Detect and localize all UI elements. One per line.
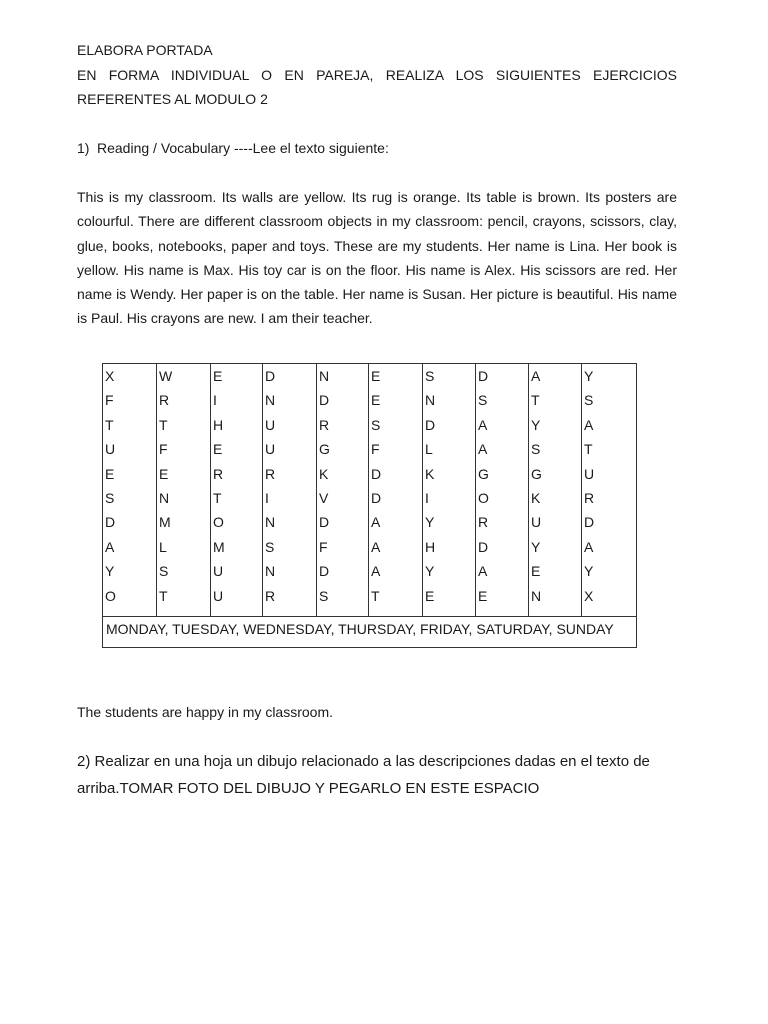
word-search-letter: R: [159, 392, 170, 409]
word-search-letter: A: [478, 441, 488, 458]
word-search-letter: D: [478, 538, 489, 555]
word-search-letter: A: [531, 368, 541, 384]
word-search-letter: L: [159, 538, 167, 555]
word-search-letter: I: [425, 489, 429, 506]
exercise-2-line-2: arriba.TOMAR FOTO DEL DIBUJO Y PEGARLO EN ESTE ESPACIO: [77, 780, 540, 797]
word-search-letter: Y: [105, 563, 115, 580]
word-search-letter: I: [265, 489, 269, 506]
word-search-letter: O: [105, 587, 116, 604]
word-search-letter: G: [319, 441, 330, 458]
word-search-letter: D: [371, 465, 382, 482]
word-search-letter: R: [265, 587, 276, 604]
word-search-letter: X: [584, 587, 594, 604]
word-search-letter: O: [478, 489, 489, 506]
word-search-column: [211, 364, 263, 616]
paragraph-line: is Paul. His crayons are new. I am their teacher.: [77, 310, 373, 327]
word-search-letter: Y: [531, 416, 541, 433]
word-search-letter: F: [105, 392, 114, 409]
word-search-letter: S: [478, 392, 488, 409]
word-search-column: [263, 364, 317, 616]
word-search-letter: S: [425, 368, 435, 384]
word-search-letter: O: [213, 514, 224, 531]
word-search-letter: Y: [584, 563, 594, 580]
word-search-letter: H: [213, 416, 224, 433]
word-search-letter: A: [371, 538, 381, 555]
word-search-letter: N: [319, 368, 330, 384]
word-search-letter: V: [319, 489, 329, 506]
word-search-letter: D: [319, 514, 330, 531]
exercise-2: [77, 748, 677, 802]
word-search-column: [529, 364, 582, 616]
word-search-letter: D: [371, 489, 382, 506]
word-search-letter: H: [425, 538, 436, 555]
word-search-letter: A: [478, 563, 488, 580]
word-search-letter: R: [478, 514, 489, 531]
word-search-letter: U: [213, 563, 224, 580]
word-search-letter: T: [159, 416, 168, 433]
word-search-column: [582, 364, 636, 616]
word-search-letter: A: [105, 538, 115, 555]
word-search-letter: R: [213, 465, 224, 482]
word-search-letter: D: [319, 563, 330, 580]
word-search-letter: A: [584, 538, 594, 555]
word-search-column: [103, 364, 157, 616]
word-search-letter: S: [371, 416, 381, 433]
word-search-column: [423, 364, 476, 616]
word-search-letter: Y: [425, 563, 435, 580]
word-search-letter: D: [105, 514, 116, 531]
word-search-letter: E: [371, 368, 381, 384]
reading-paragraph: [77, 185, 677, 331]
paragraph-line: name is Wendy. Her paper is on the table. Her name is Susan. Her picture is beautiful. His name: [77, 286, 677, 303]
word-search-letter: F: [159, 441, 168, 458]
header: [77, 38, 677, 112]
word-search-letter: F: [371, 441, 380, 458]
word-search-letter: F: [319, 538, 328, 555]
word-search-letter: N: [265, 392, 276, 409]
word-search-column: [157, 364, 211, 616]
word-search-letter: U: [531, 514, 542, 531]
word-search-letter: N: [159, 489, 170, 506]
word-search-letter: M: [159, 514, 171, 531]
word-search-letter: T: [371, 587, 380, 604]
word-search-letter: U: [265, 441, 276, 458]
word-search-letter: E: [478, 587, 488, 604]
word-search-letter: K: [531, 489, 541, 506]
document-title: ELABORA PORTADA: [77, 42, 213, 58]
word-search-letter: D: [265, 368, 276, 384]
word-search-letter: Y: [531, 538, 541, 555]
exercise-2-line-1: Realizar en una hoja un dibujo relacionado a las descripciones dadas en el texto de: [94, 753, 650, 770]
word-search-letter: S: [584, 392, 594, 409]
word-search-letter: E: [213, 441, 223, 458]
exercise-1-title: Reading / Vocabulary ----Lee el texto siguiente:: [97, 140, 389, 156]
word-search-letter: T: [159, 587, 168, 604]
paragraph-line: colourful. There are different classroom objects in my classroom: pencil, crayons, scissors, clay,: [77, 213, 677, 230]
word-search-letter: A: [371, 563, 381, 580]
word-search-letter: N: [265, 514, 276, 531]
word-list: MONDAY, TUESDAY, WEDNESDAY, THURSDAY, FRIDAY, SATURDAY, SUNDAY: [103, 616, 636, 647]
word-search-letter: L: [425, 441, 433, 458]
word-search-letter: E: [531, 563, 541, 580]
word-search-letter: N: [531, 587, 542, 604]
word-search-column: [317, 364, 369, 616]
word-search-letter: E: [371, 392, 381, 409]
word-search-letter: T: [105, 416, 114, 433]
word-search-letter: S: [105, 489, 115, 506]
word-search-letter: T: [584, 441, 593, 458]
word-search-letter: A: [371, 514, 381, 531]
paragraph-line: This is my classroom. Its walls are yellow. Its rug is orange. Its table is brown. Its posters are: [77, 189, 677, 205]
word-search-letter: R: [265, 465, 276, 482]
word-search-table: [102, 363, 637, 648]
word-search-letter: E: [425, 587, 435, 604]
exercise-1-heading: [77, 136, 677, 161]
word-search-letter: Y: [584, 368, 594, 384]
word-search-letter: U: [105, 441, 116, 458]
word-search-letter: T: [531, 392, 540, 409]
word-search-letter: S: [159, 563, 169, 580]
word-search-letter: Y: [425, 514, 435, 531]
word-search-letter: E: [105, 465, 115, 482]
word-search-letter: R: [584, 489, 595, 506]
word-search-letter: N: [265, 563, 276, 580]
word-search-letter: K: [425, 465, 435, 482]
word-search-letter: D: [478, 368, 489, 384]
word-search-letter: U: [213, 587, 224, 604]
word-search-letter: X: [105, 368, 115, 384]
word-search-letter: D: [319, 392, 330, 409]
word-search-letter: S: [531, 441, 541, 458]
word-search-column: [476, 364, 529, 616]
exercise-2-number: 2): [77, 753, 91, 770]
word-search-letter: E: [159, 465, 169, 482]
word-search-letter: D: [425, 416, 436, 433]
word-search-letter: T: [213, 489, 222, 506]
word-search-letter: R: [319, 416, 330, 433]
word-search-letter: I: [213, 392, 217, 409]
paragraph-line: yellow. His name is Max. His toy car is on the floor. His name is Alex. His scissors are red. Her: [77, 261, 677, 278]
instruction-line-1: EN FORMA INDIVIDUAL O EN PAREJA, REALIZA LOS SIGUIENTES EJERCICIOS: [77, 66, 677, 83]
closing-sentence-block: [77, 700, 677, 725]
word-search-letter: A: [478, 416, 488, 433]
word-search-letter: G: [531, 465, 542, 482]
word-search-letter: A: [584, 416, 594, 433]
word-search-letter: G: [478, 465, 489, 482]
instruction-line-2: REFERENTES AL MODULO 2: [77, 91, 268, 107]
word-search-letter: N: [425, 392, 436, 409]
word-search-letter: S: [265, 538, 275, 555]
word-search-letter: U: [265, 416, 276, 433]
word-search-letter: S: [319, 587, 329, 604]
word-search-letter: D: [584, 514, 595, 531]
word-search-letter: K: [319, 465, 329, 482]
word-search-grid: [103, 364, 636, 616]
word-search-column: [369, 364, 423, 616]
word-search-letter: M: [213, 538, 225, 555]
paragraph-line: glue, books, notebooks, paper and toys. These are my students. Her name is Lina. Her book is: [77, 237, 677, 254]
exercise-1-number: 1): [77, 140, 90, 156]
word-search-letter: E: [213, 368, 223, 384]
word-search-letter: W: [159, 368, 173, 384]
closing-sentence: The students are happy in my classroom.: [77, 704, 334, 720]
word-search-letter: U: [584, 465, 595, 482]
